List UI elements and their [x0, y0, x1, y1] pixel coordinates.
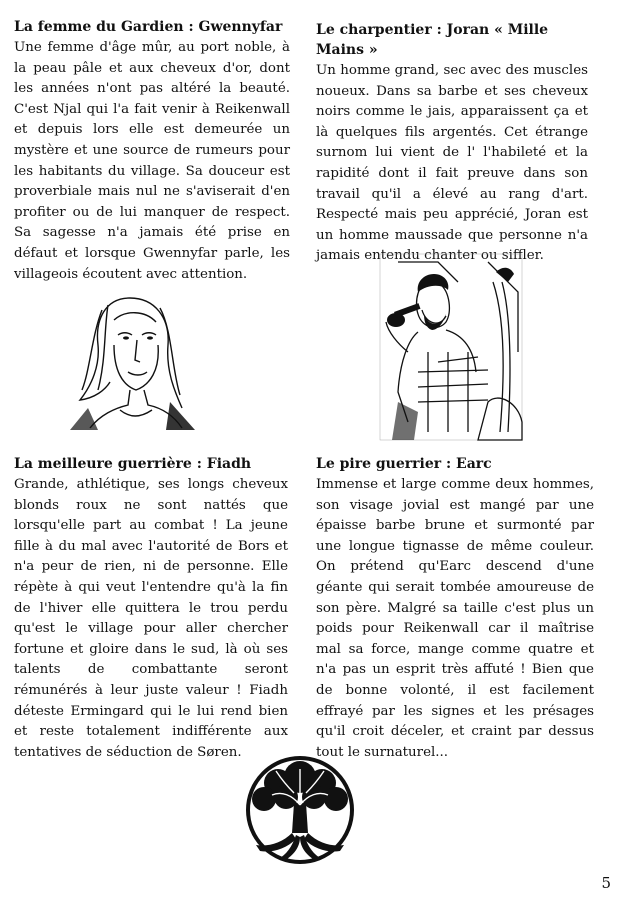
section-title: Le charpentier : Joran « Mille Mains » [316, 22, 549, 58]
carpenter-illustration [378, 252, 524, 442]
section-title: La meilleure guerrière : Fiadh [14, 456, 252, 472]
section-earc [316, 454, 594, 763]
section-body: Un homme grand, sec avec des muscles noueux. Dans sa barbe et ses cheveux noirs comme le jais, apparaissent ça et là quelques fils argentés. Cet étrange surnom lui vient de l' l'habileté et la rapidité dont il fait preuve dans son travail qu'il a élevé au rang d'art. Respecté mais peu apprécié, Joran est un homme maussade que personne n'a jamais entendu chanter ou siffler. [316, 63, 588, 264]
page-number: 5 [601, 874, 611, 892]
woman-portrait-illustration [70, 290, 195, 430]
section-body: Immense et large comme deux hommes, son visage jovial est mangé par une épaisse barbe brune et surmonté par une longue tignasse de même couleur. On prétend qu'Earc descend d'une géante qui serait tombée amoureuse de son père. Malgré sa taille c'est plus un poids pour Reikenwall car il maîtrise mal sa force, mange comme quatre et n'a pas un esprit très affuté ! Bien que de bonne volonté, il est facilement effrayé par les signes et les présages qu'il croit déceler, et craint par dessus tout le surnaturel... [316, 477, 594, 760]
section-fiadh [14, 454, 288, 763]
section-body: Grande, athlétique, ses longs cheveux blonds roux ne sont nattés que lorsqu'elle part au combat ! La jeune fille à du mal avec l'autorité de Bors et n'a peur de rien, ni de personne. Elle répète à qui veut l'entendre qu'à la fin de l'hiver elle quittera le trou perdu qu'est le village pour aller chercher fortune et gloire dans le sud, là où ses talents de combattante seront rémunérés à leur juste valeur ! Fiadh déteste Ermingard qui le lui rend bien et reste totalement indifférente aux tentatives de séduction de Søren. [14, 477, 288, 760]
section-title: Le pire guerrier : Earc [316, 456, 492, 472]
section-joran [316, 20, 588, 267]
section-title: La femme du Gardien : Gwennyfar [14, 19, 283, 35]
section-body: Une femme d'âge mûr, au port noble, à la peau pâle et aux cheveux d'or, dont les années n'ont pas altéré la beauté. C'est Njal qui l'a fait venir à Reikenwall et depuis lors elle est demeurée un mystère et une source de rumeurs pour les habitants du village. Sa douceur est proverbiale mais nul ne s'aviserait d'en profiter ou de lui manquer de respect. Sa sagesse n'a jamais été prise en défaut et lorsque Gwennyfar parle, les villageois écoutent avec attention. [14, 40, 290, 282]
tree-of-life-icon [242, 755, 358, 865]
section-gwennyfar [14, 17, 290, 285]
